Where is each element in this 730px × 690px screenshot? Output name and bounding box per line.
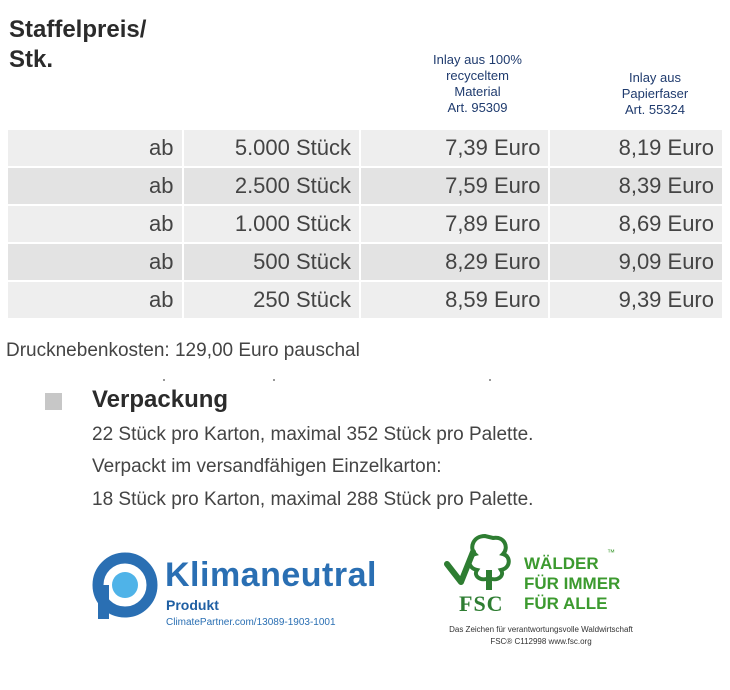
fsc-slogan-line: FÜR IMMER [524,574,621,593]
price-recycled-cell: 8,59 Euro [361,282,548,318]
table-row [8,168,722,204]
bullet-square-icon [45,393,62,410]
packaging-line: 22 Stück pro Karton, maximal 352 Stück pro Palette. [92,424,534,445]
price-table [8,130,722,320]
table-row [8,130,722,166]
column-header-recycled [410,52,545,116]
price-paperfiber-cell: 8,69 Euro [550,206,722,242]
packaging-line: 18 Stück pro Karton, maximal 288 Stück pro Palette. [92,489,534,510]
table-row [8,282,722,318]
price-recycled-cell: 7,89 Euro [361,206,548,242]
col2-line: Art. 55324 [625,102,685,117]
col1-line: Inlay aus 100% [433,52,522,67]
prefix-cell: ab [8,206,182,242]
trademark-symbol: ™ [607,548,615,557]
table-row [8,206,722,242]
packaging-title: Verpackung [92,386,229,413]
klimaneutral-wordmark: Klimaneutral [165,556,377,594]
divider-dot [163,379,165,381]
price-paperfiber-cell: 9,09 Euro [550,244,722,280]
prefix-cell: ab [8,168,182,204]
prefix-cell: ab [8,130,182,166]
divider-dot [273,379,275,381]
quantity-cell: 500 Stück [184,244,360,280]
title-line-2: Stk. [9,46,54,73]
fsc-label: FSC [459,591,504,616]
klimaneutral-produkt: Produkt [166,597,219,613]
page-title [9,15,146,75]
prefix-cell: ab [8,244,182,280]
extra-cost-note: Drucknebenkosten: 129,00 Euro pauschal [6,340,360,361]
col2-line: Inlay aus [628,70,682,85]
climate-partner-logo-icon [92,552,158,624]
divider-dot [489,379,491,381]
col1-line: Material [454,84,501,99]
col2-line: Papierfaser [621,86,689,101]
fsc-slogan-line: FÜR ALLE [524,594,608,613]
table-row [8,244,722,280]
col1-line: Art. 95309 [447,100,508,115]
price-paperfiber-cell: 8,39 Euro [550,168,722,204]
packaging-line: Verpackt im versandfähigen Einzelkarton: [92,456,442,477]
climatepartner-url: ClimatePartner.com/13089-1903-1001 [166,617,336,628]
fsc-tree-checkmark-icon [443,532,515,594]
quantity-cell: 1.000 Stück [184,206,360,242]
price-recycled-cell: 7,39 Euro [361,130,548,166]
price-recycled-cell: 7,59 Euro [361,168,548,204]
fsc-small-text: FSC® C112998 www.fsc.org [490,637,592,646]
fsc-small-text: Das Zeichen für verantwortungsvolle Waldwirtschaft [449,625,633,634]
column-header-paperfiber [590,70,720,118]
quantity-cell: 5.000 Stück [184,130,360,166]
prefix-cell: ab [8,282,182,318]
quantity-cell: 2.500 Stück [184,168,360,204]
price-paperfiber-cell: 8,19 Euro [550,130,722,166]
fsc-slogan-line: WÄLDER [524,554,599,573]
price-recycled-cell: 8,29 Euro [361,244,548,280]
title-line-1: Staffelpreis/ [9,16,147,43]
quantity-cell: 250 Stück [184,282,360,318]
col1-line: recyceltem [446,68,509,83]
price-paperfiber-cell: 9,39 Euro [550,282,722,318]
